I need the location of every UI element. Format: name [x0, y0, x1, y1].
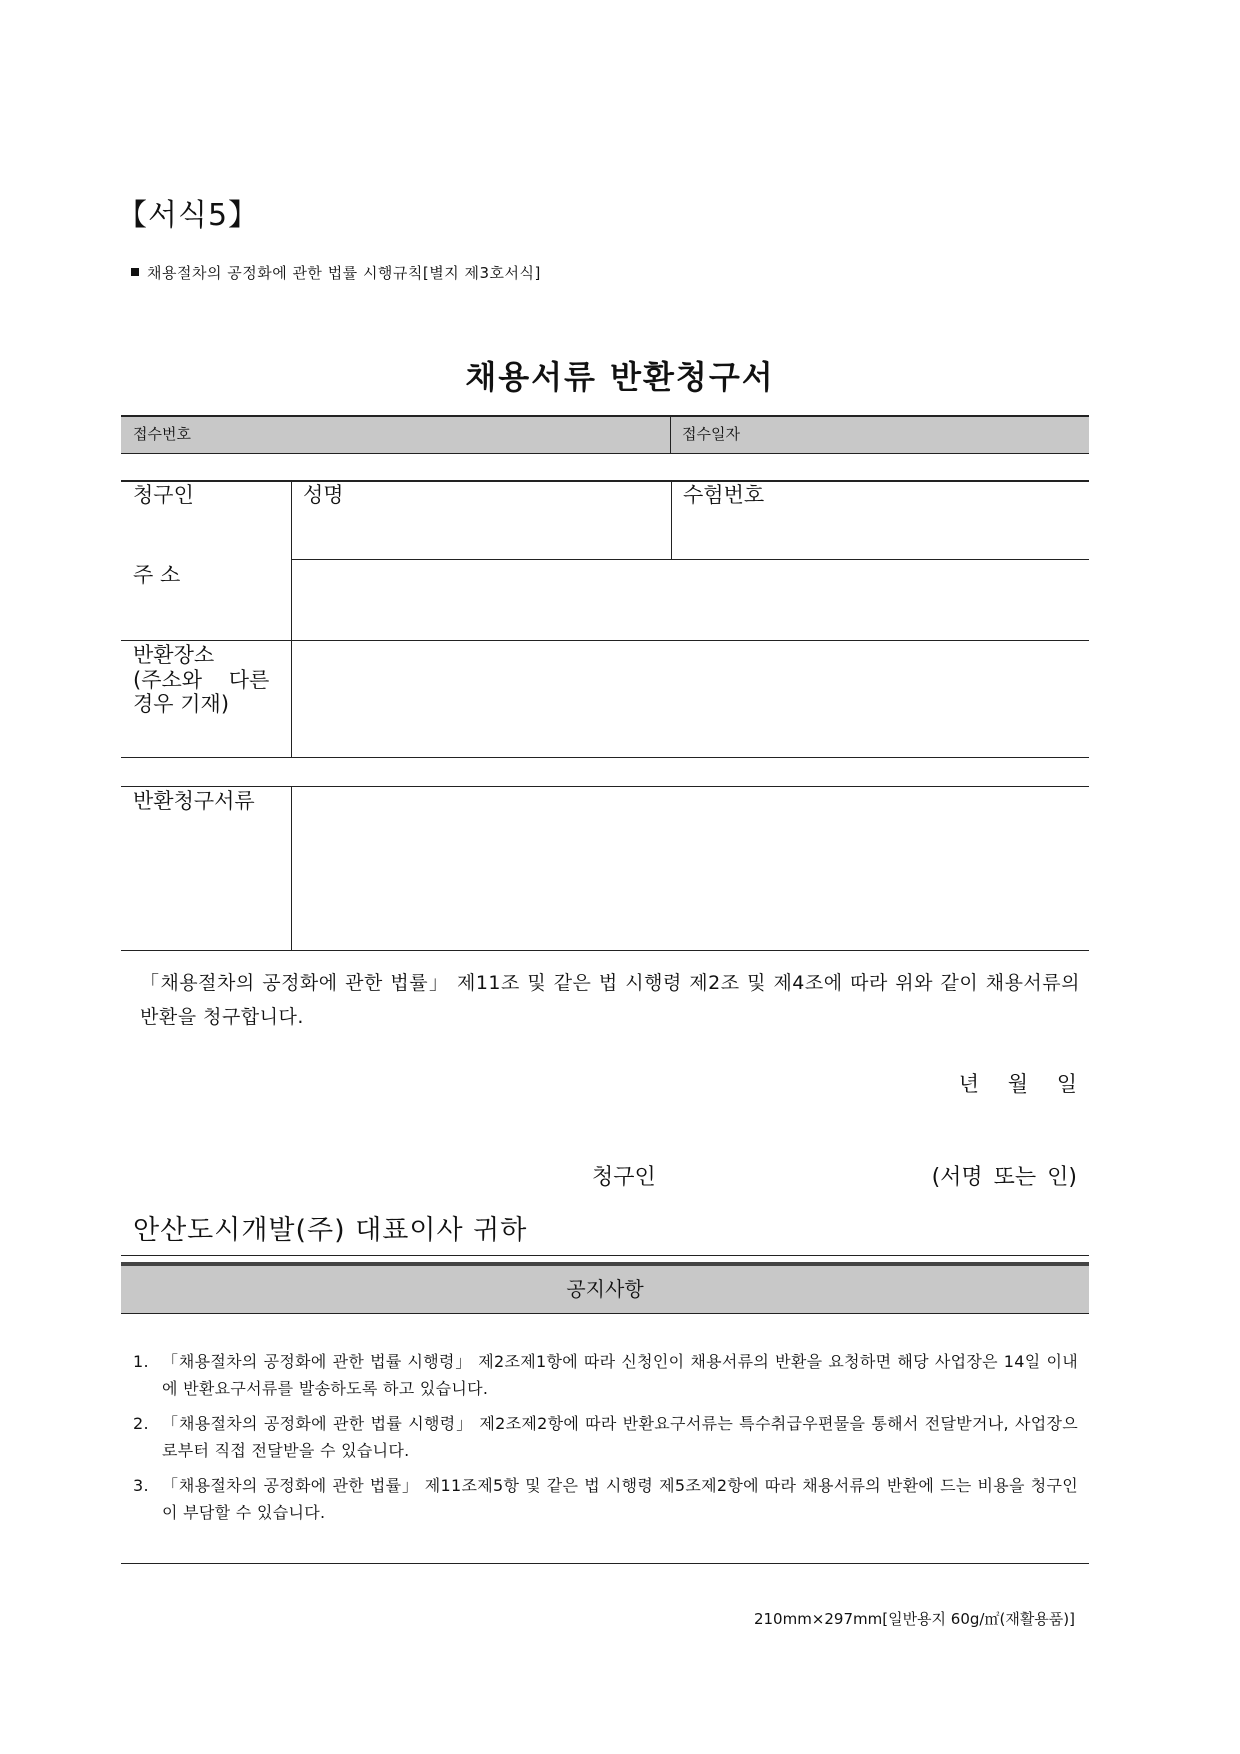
notice-item-text: 「채용절차의 공정화에 관한 법률」 제11조제5항 및 같은 법 시행령 제5조제2항에 따라 채용서류의 반환에 드는 비용을 청구인이 부담할 수 있습니다.	[162, 1476, 1078, 1522]
notice-title: 공지사항	[566, 1277, 644, 1301]
square-bullet-icon	[131, 268, 139, 276]
notice-list	[133, 1348, 1078, 1534]
regulation-subtitle	[131, 262, 541, 283]
document-title: 채용서류 반환청구서	[465, 358, 775, 396]
notice-item-number: 1.	[133, 1352, 149, 1371]
return-place-label-3: 경우 기재)	[133, 692, 230, 716]
declaration-text: 「채용절차의 공정화에 관한 법률」 제11조 및 같은 법 시행령 제2조 및 제4조에 따라 위와 같이 채용서류의 반환을 청구합니다.	[140, 972, 1080, 1028]
signature-label: 청구인	[592, 1165, 656, 1190]
paper-spec: 210mm×297mm[일반용지 60g/㎡(재활용품)]	[753, 1610, 1075, 1628]
documents-label: 반환청구서류	[133, 789, 255, 813]
return-place-label-1: 반환장소	[133, 643, 215, 667]
documents-column-divider	[291, 786, 292, 950]
year-label: 년	[958, 1072, 980, 1096]
name-label: 성명	[303, 483, 344, 507]
receipt-bar	[121, 415, 1089, 454]
notice-item-text: 「채용절차의 공정화에 관한 법률 시행령」 제2조제1항에 따라 신청인이 채용서류의 반환을 요청하면 해당 사업장은 14일 이내에 반환요구서류를 발송하도록 하고 있습니다.	[162, 1352, 1078, 1398]
notice-item	[133, 1348, 1078, 1402]
notice-top-rule	[121, 1255, 1089, 1256]
form-number-label: 【서식5】	[117, 198, 260, 233]
notice-item-text: 「채용절차의 공정화에 관한 법률 시행령」 제2조제2항에 따라 반환요구서류는 특수취급우편물을 통해서 전달받거나, 사업장으로부터 직접 전달받을 수 있습니다.	[162, 1414, 1078, 1460]
applicant-table-top	[121, 480, 1089, 482]
month-label: 월	[1007, 1072, 1029, 1096]
notice-item-number: 2.	[133, 1414, 149, 1433]
notice-header	[121, 1262, 1089, 1314]
documents-table-top	[121, 786, 1089, 787]
notice-bottom-rule	[121, 1563, 1089, 1564]
receipt-divider	[670, 417, 671, 453]
row-divider-address	[121, 640, 1089, 641]
date-row	[959, 1068, 1077, 1098]
notice-item	[133, 1472, 1078, 1526]
row-divider-name	[291, 559, 1089, 560]
regulation-subtitle-text: 채용절차의 공정화에 관한 법률 시행규칙[별지 제3호서식]	[147, 264, 541, 282]
receipt-date-label: 접수일자	[682, 425, 740, 443]
notice-item-number: 3.	[133, 1476, 149, 1495]
receipt-number-label: 접수번호	[133, 425, 191, 443]
return-place-label-2: (주소와 다른	[133, 668, 270, 692]
documents-table-bottom	[121, 950, 1089, 951]
address-label: 주 소	[133, 563, 181, 587]
addressee: 안산도시개발(주) 대표이사 귀하	[133, 1215, 528, 1246]
applicant-section-label: 청구인	[133, 483, 194, 507]
signature-note: (서명 또는 인)	[931, 1165, 1077, 1190]
name-exam-divider	[671, 480, 672, 559]
notice-item	[133, 1410, 1078, 1464]
day-label: 일	[1056, 1072, 1077, 1096]
exam-number-label: 수험번호	[683, 483, 765, 507]
applicant-table-bottom	[121, 757, 1089, 758]
applicant-label-column-divider	[291, 480, 292, 757]
